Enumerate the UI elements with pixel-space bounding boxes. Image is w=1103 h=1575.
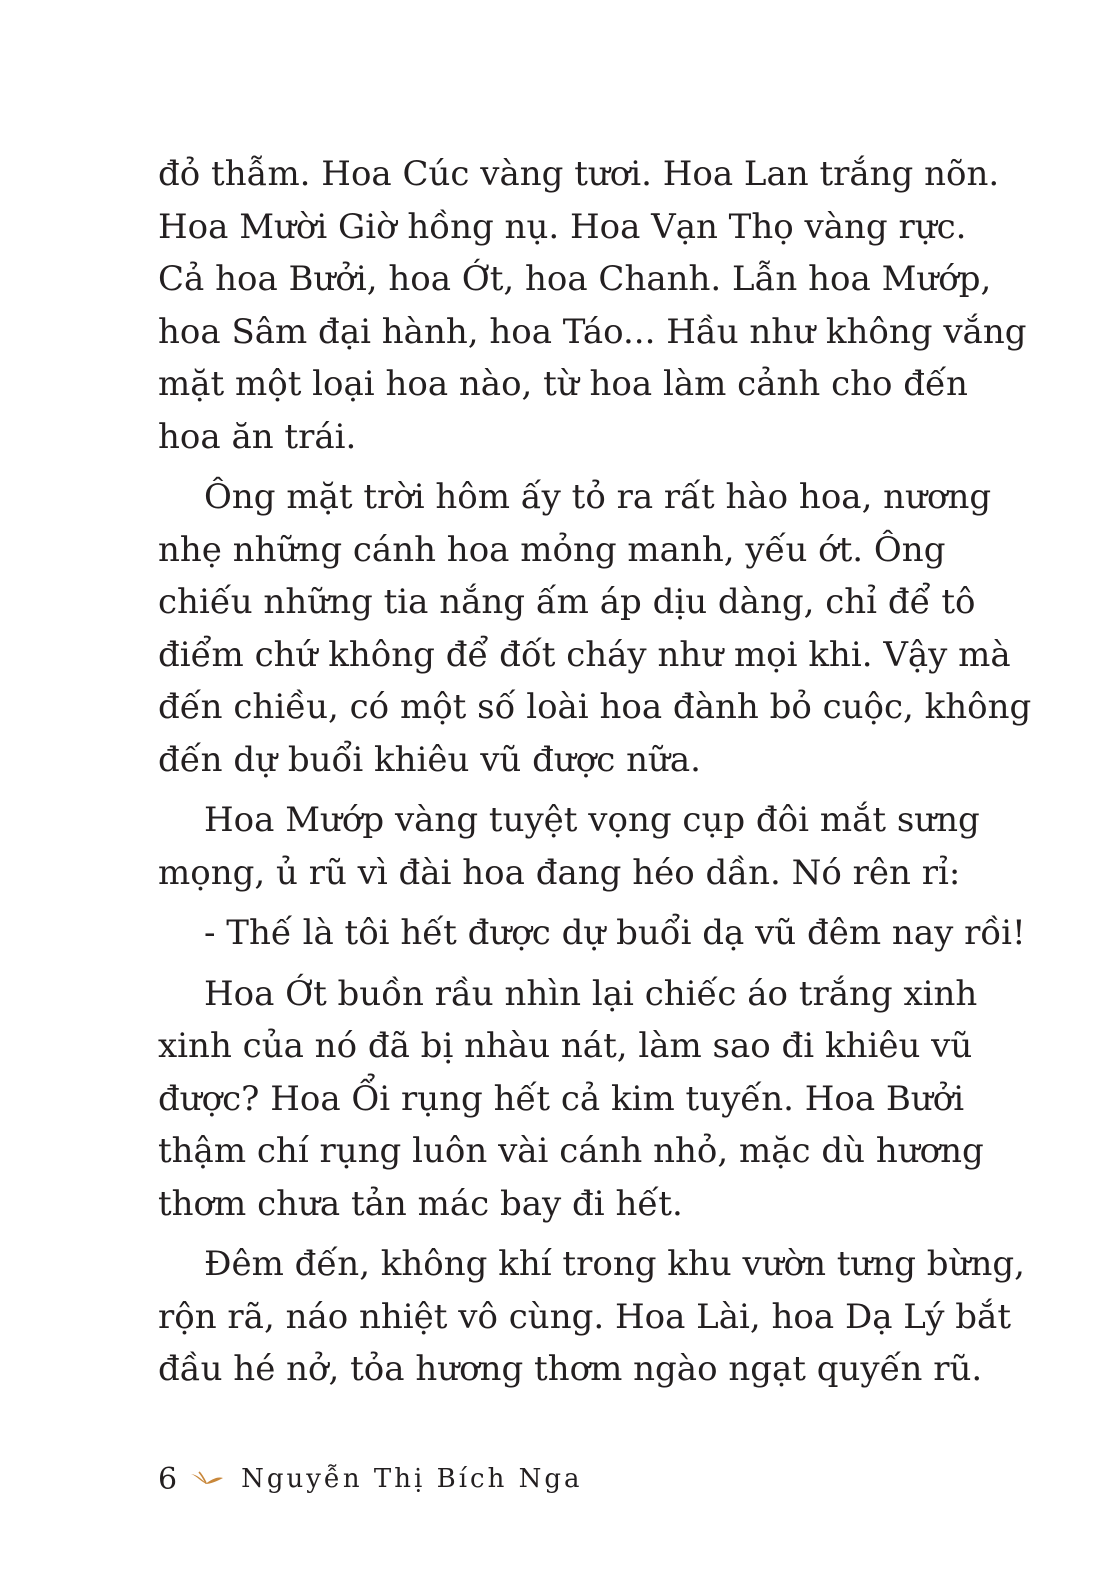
text-line: thơm chưa tản mác bay đi hết. bbox=[158, 1183, 683, 1224]
text-line: đầu hé nở, tỏa hương thơm ngào ngạt quyến rũ. bbox=[158, 1349, 983, 1389]
text-line: nhẹ những cánh hoa mỏng manh, yếu ớt. Ông bbox=[158, 529, 946, 570]
text-line: Hoa Ớt buồn rầu nhìn lại chiếc áo trắng xinh bbox=[204, 973, 978, 1014]
text-line: thậm chí rụng luôn vài cánh nhỏ, mặc dù hương bbox=[158, 1131, 984, 1171]
text-line: mọng, ủ rũ vì đài hoa đang héo dần. Nó rên rỉ: bbox=[158, 852, 961, 893]
text-line: - Thế là tôi hết được dự buổi dạ vũ đêm nay rồi! bbox=[204, 913, 1026, 953]
paragraph-5 bbox=[158, 968, 984, 1231]
text-line: đỏ thẫm. Hoa Cúc vàng tươi. Hoa Lan trắng nõn. bbox=[158, 154, 1000, 194]
text-line: đến chiều, có một số loài hoa đành bỏ cuộc, không bbox=[158, 687, 1032, 727]
body-text bbox=[158, 148, 1032, 1404]
text-line: chiếu những tia nắng ấm áp dịu dàng, chỉ để tô bbox=[158, 582, 976, 622]
text-line: Hoa Mười Giờ hồng nụ. Hoa Vạn Thọ vàng rực. bbox=[158, 206, 967, 247]
text-line: hoa Sâm đại hành, hoa Táo... Hầu như không vắng bbox=[158, 311, 1027, 352]
text-line: Hoa Mướp vàng tuyệt vọng cụp đôi mắt sưng bbox=[204, 800, 980, 840]
text-line: đến dự buổi khiêu vũ được nữa. bbox=[158, 739, 701, 780]
text-line: Cả hoa Bưởi, hoa Ớt, hoa Chanh. Lẫn hoa Mướp, bbox=[158, 259, 992, 299]
text-line: rộn rã, náo nhiệt vô cùng. Hoa Lài, hoa Dạ Lý bắt bbox=[158, 1296, 1011, 1337]
text-line: được? Hoa Ổi rụng hết cả kim tuyến. Hoa Bưởi bbox=[158, 1078, 965, 1119]
paragraph-2 bbox=[158, 471, 1032, 786]
paragraph-1 bbox=[158, 148, 1027, 463]
text-line: xinh của nó đã bị nhàu nát, làm sao đi khiêu vũ bbox=[158, 1026, 973, 1066]
text-line: Đêm đến, không khí trong khu vườn tưng bừng, bbox=[204, 1244, 1025, 1284]
text-line: Ông mặt trời hôm ấy tỏ ra rất hào hoa, nương bbox=[204, 477, 992, 517]
paragraph-3 bbox=[158, 794, 980, 899]
text-line: hoa ăn trái. bbox=[158, 416, 357, 457]
text-line: mặt một loại hoa nào, từ hoa làm cảnh cho đến bbox=[158, 364, 968, 404]
paragraph-6 bbox=[158, 1238, 1025, 1396]
paragraph-4-dialogue bbox=[158, 907, 1026, 960]
leaf-ornament-icon bbox=[189, 1468, 225, 1490]
text-line: điểm chứ không để đốt cháy như mọi khi. Vậy mà bbox=[158, 634, 1011, 675]
author-name: Nguyễn Thị Bích Nga bbox=[241, 1464, 583, 1494]
page-number: 6 bbox=[158, 1461, 178, 1497]
page-footer bbox=[158, 1459, 582, 1499]
